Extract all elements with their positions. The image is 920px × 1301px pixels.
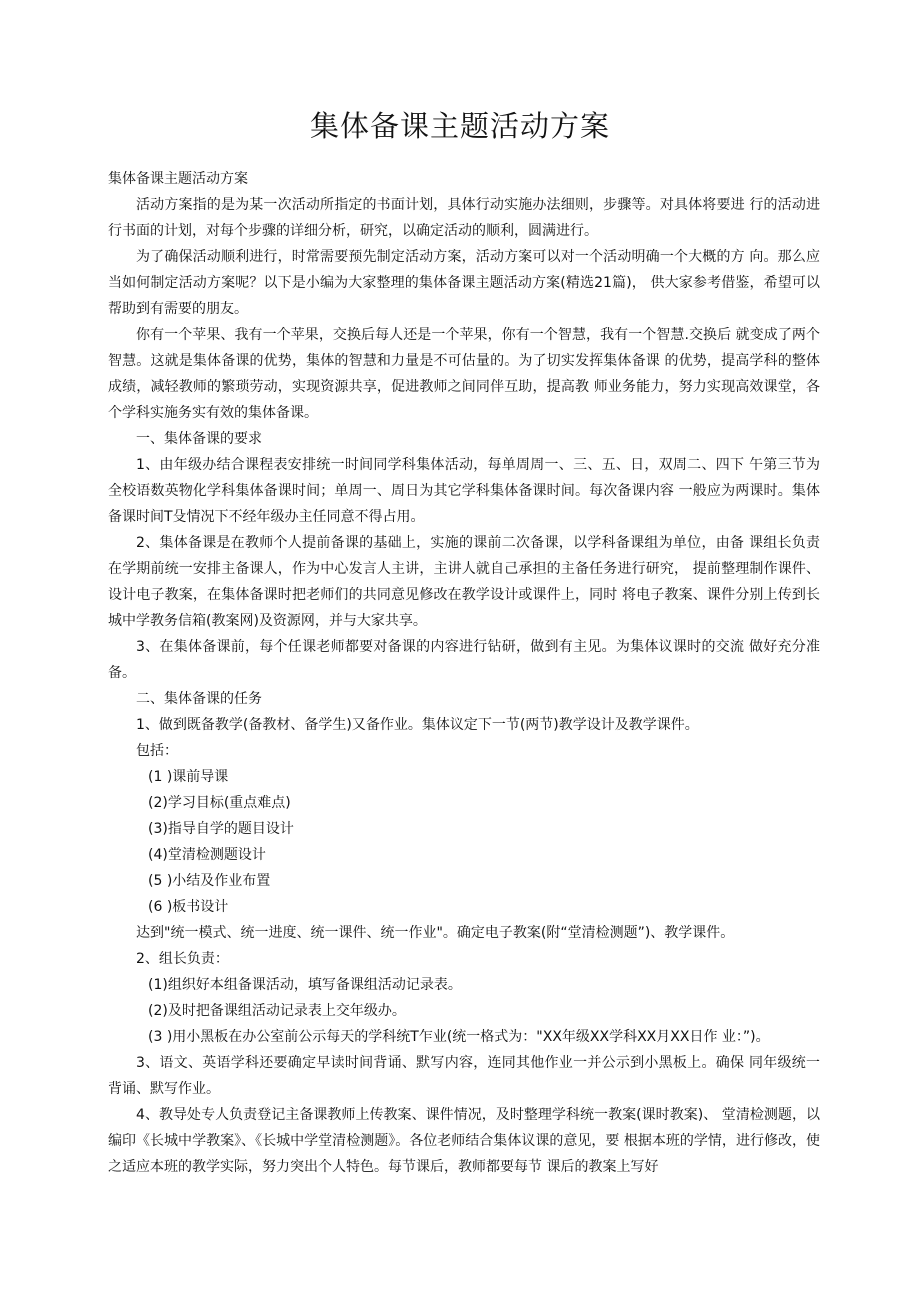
document-subtitle: 集体备课主题活动方案 — [108, 171, 248, 187]
task-item-1: 1、做到既备教学(备教材、备学生)又备作业。集体议定下一节(两节)教学设计及教学课件。 — [136, 717, 699, 733]
includes-item-4: (4)堂清检测题设计 — [148, 847, 266, 863]
requirement-item-2: 2、集体备课是在教师个人提前备课的基础上，实施的课前二次备课，以学科备课组为单位，由备 课组长负责在学期前统一安排主备课人，作为中心发言人主讲，主讲人就自己承担的主备任务进行研究， 提前整理制作课件、设计电子教案，在集体备课时把老师们的共同意见修改在教学设计或课件上，同时 将电子教案、课件分别上传到长城中学教务信箱(教案网)及资源网，并与大家共享。 — [108, 535, 820, 629]
intro-paragraph-1: 活动方案指的是为某一次活动所指定的书面计划，具体行动实施办法细则，步骤等。对具体将要进 行的活动进行书面的计划，对每个步骤的详细分析，研究，以确定活动的顺利，圆满进行。 — [108, 197, 820, 239]
task-item-3: 3、语文、英语学科还要确定早读时间背诵、默写内容，连同其他作业一并公示到小黑板上。确保 同年级统一背诵、默写作业。 — [108, 1055, 820, 1097]
task-item-2: 2、组长负责： — [136, 951, 229, 967]
leader-item-3: (3 )用小黑板在办公室前公示每天的学科统T乍业(统一格式为："XX年级XX学科XX月XX日作 业：”)。 — [148, 1029, 770, 1045]
document-body — [108, 166, 820, 1180]
includes-item-3: (3)指导自学的题目设计 — [148, 821, 294, 837]
achieve-text: 达到"统一模式、统一进度、统一课件、统一作业"。确定电子教案(附“堂清检测题”)、教学课件。 — [136, 925, 735, 941]
includes-item-1: (1 )课前导课 — [148, 769, 229, 785]
task-item-4: 4、教导处专人负责登记主备课教师上传教案、课件情况，及时整理学科统一教案(课时教案)、 堂清检测题，以编印《长城中学教案》、《长城中学堂清检测题》。各位老师结合集体议课的意见，要 根据本班的学情，进行修改，使之适应本班的教学实际，努力突出个人特色。每节课后，教师都要每节 课后的教案上写好 — [108, 1107, 820, 1175]
intro-paragraph-3: 你有一个苹果、我有一个苹果，交换后每人还是一个苹果，你有一个智慧，我有一个智慧.交换后 就变成了两个智慧。这就是集体备课的优势，集体的智慧和力量是不可估量的。为了切实发挥集体备课 的优势，提高学科的整体成绩，减轻教师的繁琐劳动，实现资源共享，促进教师之间同伴互助，提高教 师业务能力，努力实现高效课堂，各个学科实施务实有效的集体备课。 — [108, 327, 820, 421]
requirement-item-1: 1、由年级办结合课程表安排统一时间同学科集体活动，每单周周一、三、五、日，双周二、四下 午第三节为全校语数英物化学科集体备课时间；单周一、周日为其它学科集体备课时间。每次备课内容 一般应为两课时。集体备课时间T殳情况下不经年级办主任同意不得占用。 — [108, 457, 820, 525]
leader-item-2: (2)及时把备课组活动记录表上交年级办。 — [148, 1003, 406, 1019]
section-heading-requirements: 一、集体备课的要求 — [136, 431, 262, 447]
requirement-item-3: 3、在集体备课前，每个任课老师都要对备课的内容进行钻研，做到有主见。为集体议课时的交流 做好充分准备。 — [108, 639, 820, 681]
includes-item-5: (5 )小结及作业布置 — [148, 873, 271, 889]
includes-item-2: (2)学习目标(重点难点) — [148, 795, 291, 811]
document-title: 集体备课主题活动方案 — [309, 109, 610, 143]
intro-paragraph-2: 为了确保活动顺利进行，时常需要预先制定活动方案，活动方案可以对一个活动明确一个大概的方 向。那么应当如何制定活动方案呢？以下是小编为大家整理的集体备课主题活动方案(精选21篇)， 供大家参考借鉴，希望可以帮助到有需要的朋友。 — [108, 249, 820, 317]
includes-label: 包括： — [136, 743, 178, 759]
leader-item-1: (1)组织好本组备课活动，填写备课组活动记录表。 — [148, 977, 462, 993]
section-heading-tasks: 二、集体备课的任务 — [136, 691, 262, 707]
includes-item-6: (6 )板书设计 — [148, 899, 229, 915]
